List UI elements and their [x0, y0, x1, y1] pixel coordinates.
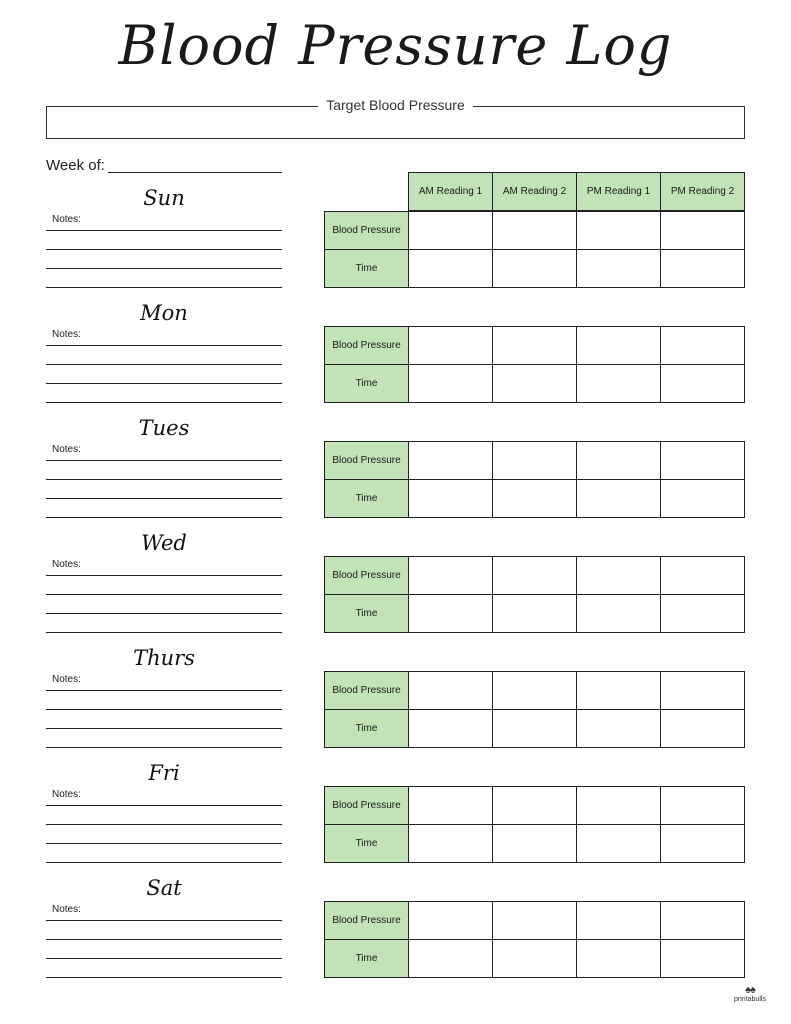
- reading-cell[interactable]: [661, 480, 745, 518]
- reading-cell[interactable]: [409, 442, 493, 480]
- notes-label: Notes:: [52, 214, 81, 225]
- reading-cell[interactable]: [409, 672, 493, 710]
- notes-line[interactable]: [46, 747, 282, 748]
- col-header-am-1: AM Reading 1: [409, 173, 493, 211]
- reading-cell[interactable]: [577, 327, 661, 365]
- reading-cell[interactable]: [577, 365, 661, 403]
- reading-cell[interactable]: [493, 672, 577, 710]
- notes-line[interactable]: [46, 402, 282, 403]
- reading-cell[interactable]: [493, 940, 577, 978]
- reading-cell[interactable]: [661, 902, 745, 940]
- column-header-row: [408, 172, 745, 211]
- col-header-pm-1: PM Reading 1: [577, 173, 661, 211]
- reading-cell[interactable]: [409, 365, 493, 403]
- notes-line[interactable]: [46, 594, 282, 595]
- reading-cell[interactable]: [409, 825, 493, 863]
- reading-cell[interactable]: [577, 250, 661, 288]
- notes-line[interactable]: [46, 632, 282, 633]
- target-label: Target Blood Pressure: [318, 97, 473, 113]
- notes-line[interactable]: [46, 920, 282, 921]
- logo-text: printabulls: [734, 996, 766, 1003]
- row-label-time: Time: [325, 365, 409, 403]
- row-label-blood-pressure: Blood Pressure: [325, 672, 409, 710]
- reading-cell[interactable]: [493, 327, 577, 365]
- reading-cell[interactable]: [577, 710, 661, 748]
- readings-table-fri: [324, 786, 745, 863]
- reading-cell[interactable]: [661, 787, 745, 825]
- week-of-field[interactable]: [108, 172, 282, 173]
- notes-line[interactable]: [46, 709, 282, 710]
- reading-cell[interactable]: [493, 902, 577, 940]
- notes-label: Notes:: [52, 444, 81, 455]
- table-row: [325, 442, 745, 480]
- reading-cell[interactable]: [577, 212, 661, 250]
- notes-line[interactable]: [46, 345, 282, 346]
- notes-line[interactable]: [46, 517, 282, 518]
- row-label-blood-pressure: Blood Pressure: [325, 327, 409, 365]
- readings-table-wed: [324, 556, 745, 633]
- reading-cell[interactable]: [493, 365, 577, 403]
- reading-cell[interactable]: [661, 595, 745, 633]
- reading-cell[interactable]: [409, 250, 493, 288]
- reading-cell[interactable]: [493, 825, 577, 863]
- table-row: [325, 212, 745, 250]
- notes-label: Notes:: [52, 674, 81, 685]
- reading-cell[interactable]: [577, 595, 661, 633]
- row-label-blood-pressure: Blood Pressure: [325, 557, 409, 595]
- reading-cell[interactable]: [409, 902, 493, 940]
- reading-cell[interactable]: [577, 672, 661, 710]
- readings-table-thurs: [324, 671, 745, 748]
- reading-cell[interactable]: [409, 327, 493, 365]
- notes-label: Notes:: [52, 329, 81, 340]
- notes-label: Notes:: [52, 559, 81, 570]
- reading-cell[interactable]: [409, 595, 493, 633]
- reading-cell[interactable]: [577, 480, 661, 518]
- reading-cell[interactable]: [661, 442, 745, 480]
- row-label-time: Time: [325, 480, 409, 518]
- reading-cell[interactable]: [661, 710, 745, 748]
- table-row: [325, 365, 745, 403]
- notes-line[interactable]: [46, 383, 282, 384]
- notes-line[interactable]: [46, 249, 282, 250]
- reading-cell[interactable]: [409, 940, 493, 978]
- notes-line[interactable]: [46, 690, 282, 691]
- row-label-time: Time: [325, 595, 409, 633]
- printabulls-logo: [730, 984, 770, 1003]
- row-label-blood-pressure: Blood Pressure: [325, 787, 409, 825]
- day-name: Thurs: [133, 646, 195, 670]
- notes-line[interactable]: [46, 230, 282, 231]
- notes-line[interactable]: [46, 805, 282, 806]
- notes-line[interactable]: [46, 364, 282, 365]
- reading-cell[interactable]: [493, 212, 577, 250]
- reading-cell[interactable]: [661, 557, 745, 595]
- col-header-pm-2: PM Reading 2: [661, 173, 745, 211]
- readings-table-mon: [324, 326, 745, 403]
- notes-line[interactable]: [46, 977, 282, 978]
- reading-cell[interactable]: [661, 327, 745, 365]
- reading-cell[interactable]: [577, 825, 661, 863]
- day-name: Wed: [141, 531, 187, 555]
- reading-cell[interactable]: [577, 787, 661, 825]
- reading-cell[interactable]: [577, 940, 661, 978]
- bull-icon: ♠♠: [745, 984, 755, 996]
- reading-cell[interactable]: [493, 710, 577, 748]
- reading-cell[interactable]: [409, 212, 493, 250]
- reading-cell[interactable]: [577, 902, 661, 940]
- row-label-time: Time: [325, 710, 409, 748]
- reading-cell[interactable]: [493, 250, 577, 288]
- readings-table-sun: [324, 211, 745, 288]
- notes-line[interactable]: [46, 862, 282, 863]
- table-row: [325, 480, 745, 518]
- reading-cell[interactable]: [661, 825, 745, 863]
- row-label-time: Time: [325, 825, 409, 863]
- reading-cell[interactable]: [661, 672, 745, 710]
- table-row: [325, 902, 745, 940]
- reading-cell[interactable]: [577, 442, 661, 480]
- notes-line[interactable]: [46, 824, 282, 825]
- reading-cell[interactable]: [493, 787, 577, 825]
- reading-cell[interactable]: [409, 480, 493, 518]
- table-row: [325, 710, 745, 748]
- col-header-am-2: AM Reading 2: [493, 173, 577, 211]
- table-row: [325, 557, 745, 595]
- table-row: [325, 787, 745, 825]
- notes-line[interactable]: [46, 728, 282, 729]
- row-label-blood-pressure: Blood Pressure: [325, 902, 409, 940]
- day-name: Tues: [138, 416, 190, 440]
- table-row: [325, 940, 745, 978]
- table-row: [325, 672, 745, 710]
- reading-cell[interactable]: [493, 557, 577, 595]
- notes-line[interactable]: [46, 843, 282, 844]
- notes-line[interactable]: [46, 939, 282, 940]
- notes-line[interactable]: [46, 287, 282, 288]
- table-row: [325, 825, 745, 863]
- row-label-blood-pressure: Blood Pressure: [325, 212, 409, 250]
- day-name: Fri: [148, 761, 180, 785]
- notes-line[interactable]: [46, 460, 282, 461]
- row-label-blood-pressure: Blood Pressure: [325, 442, 409, 480]
- notes-line[interactable]: [46, 958, 282, 959]
- table-row: [325, 250, 745, 288]
- reading-cell[interactable]: [493, 480, 577, 518]
- reading-cell[interactable]: [493, 595, 577, 633]
- reading-cell[interactable]: [409, 787, 493, 825]
- row-label-time: Time: [325, 250, 409, 288]
- reading-cell[interactable]: [409, 710, 493, 748]
- reading-cell[interactable]: [577, 557, 661, 595]
- day-name: Sun: [143, 186, 185, 210]
- day-name: Mon: [140, 301, 188, 325]
- notes-line[interactable]: [46, 498, 282, 499]
- reading-cell[interactable]: [661, 940, 745, 978]
- notes-label: Notes:: [52, 904, 81, 915]
- reading-cell[interactable]: [661, 365, 745, 403]
- week-of-label: Week of:: [46, 157, 105, 174]
- reading-cell[interactable]: [661, 212, 745, 250]
- table-row: [325, 327, 745, 365]
- readings-table-sat: [324, 901, 745, 978]
- notes-line[interactable]: [46, 613, 282, 614]
- notes-line[interactable]: [46, 268, 282, 269]
- reading-cell[interactable]: [661, 250, 745, 288]
- table-row: [325, 595, 745, 633]
- reading-cell[interactable]: [493, 442, 577, 480]
- notes-line[interactable]: [46, 575, 282, 576]
- page-title: Blood Pressure Log: [118, 14, 673, 77]
- day-name: Sat: [146, 876, 182, 900]
- reading-cell[interactable]: [409, 557, 493, 595]
- readings-table-tues: [324, 441, 745, 518]
- notes-label: Notes:: [52, 789, 81, 800]
- row-label-time: Time: [325, 940, 409, 978]
- notes-line[interactable]: [46, 479, 282, 480]
